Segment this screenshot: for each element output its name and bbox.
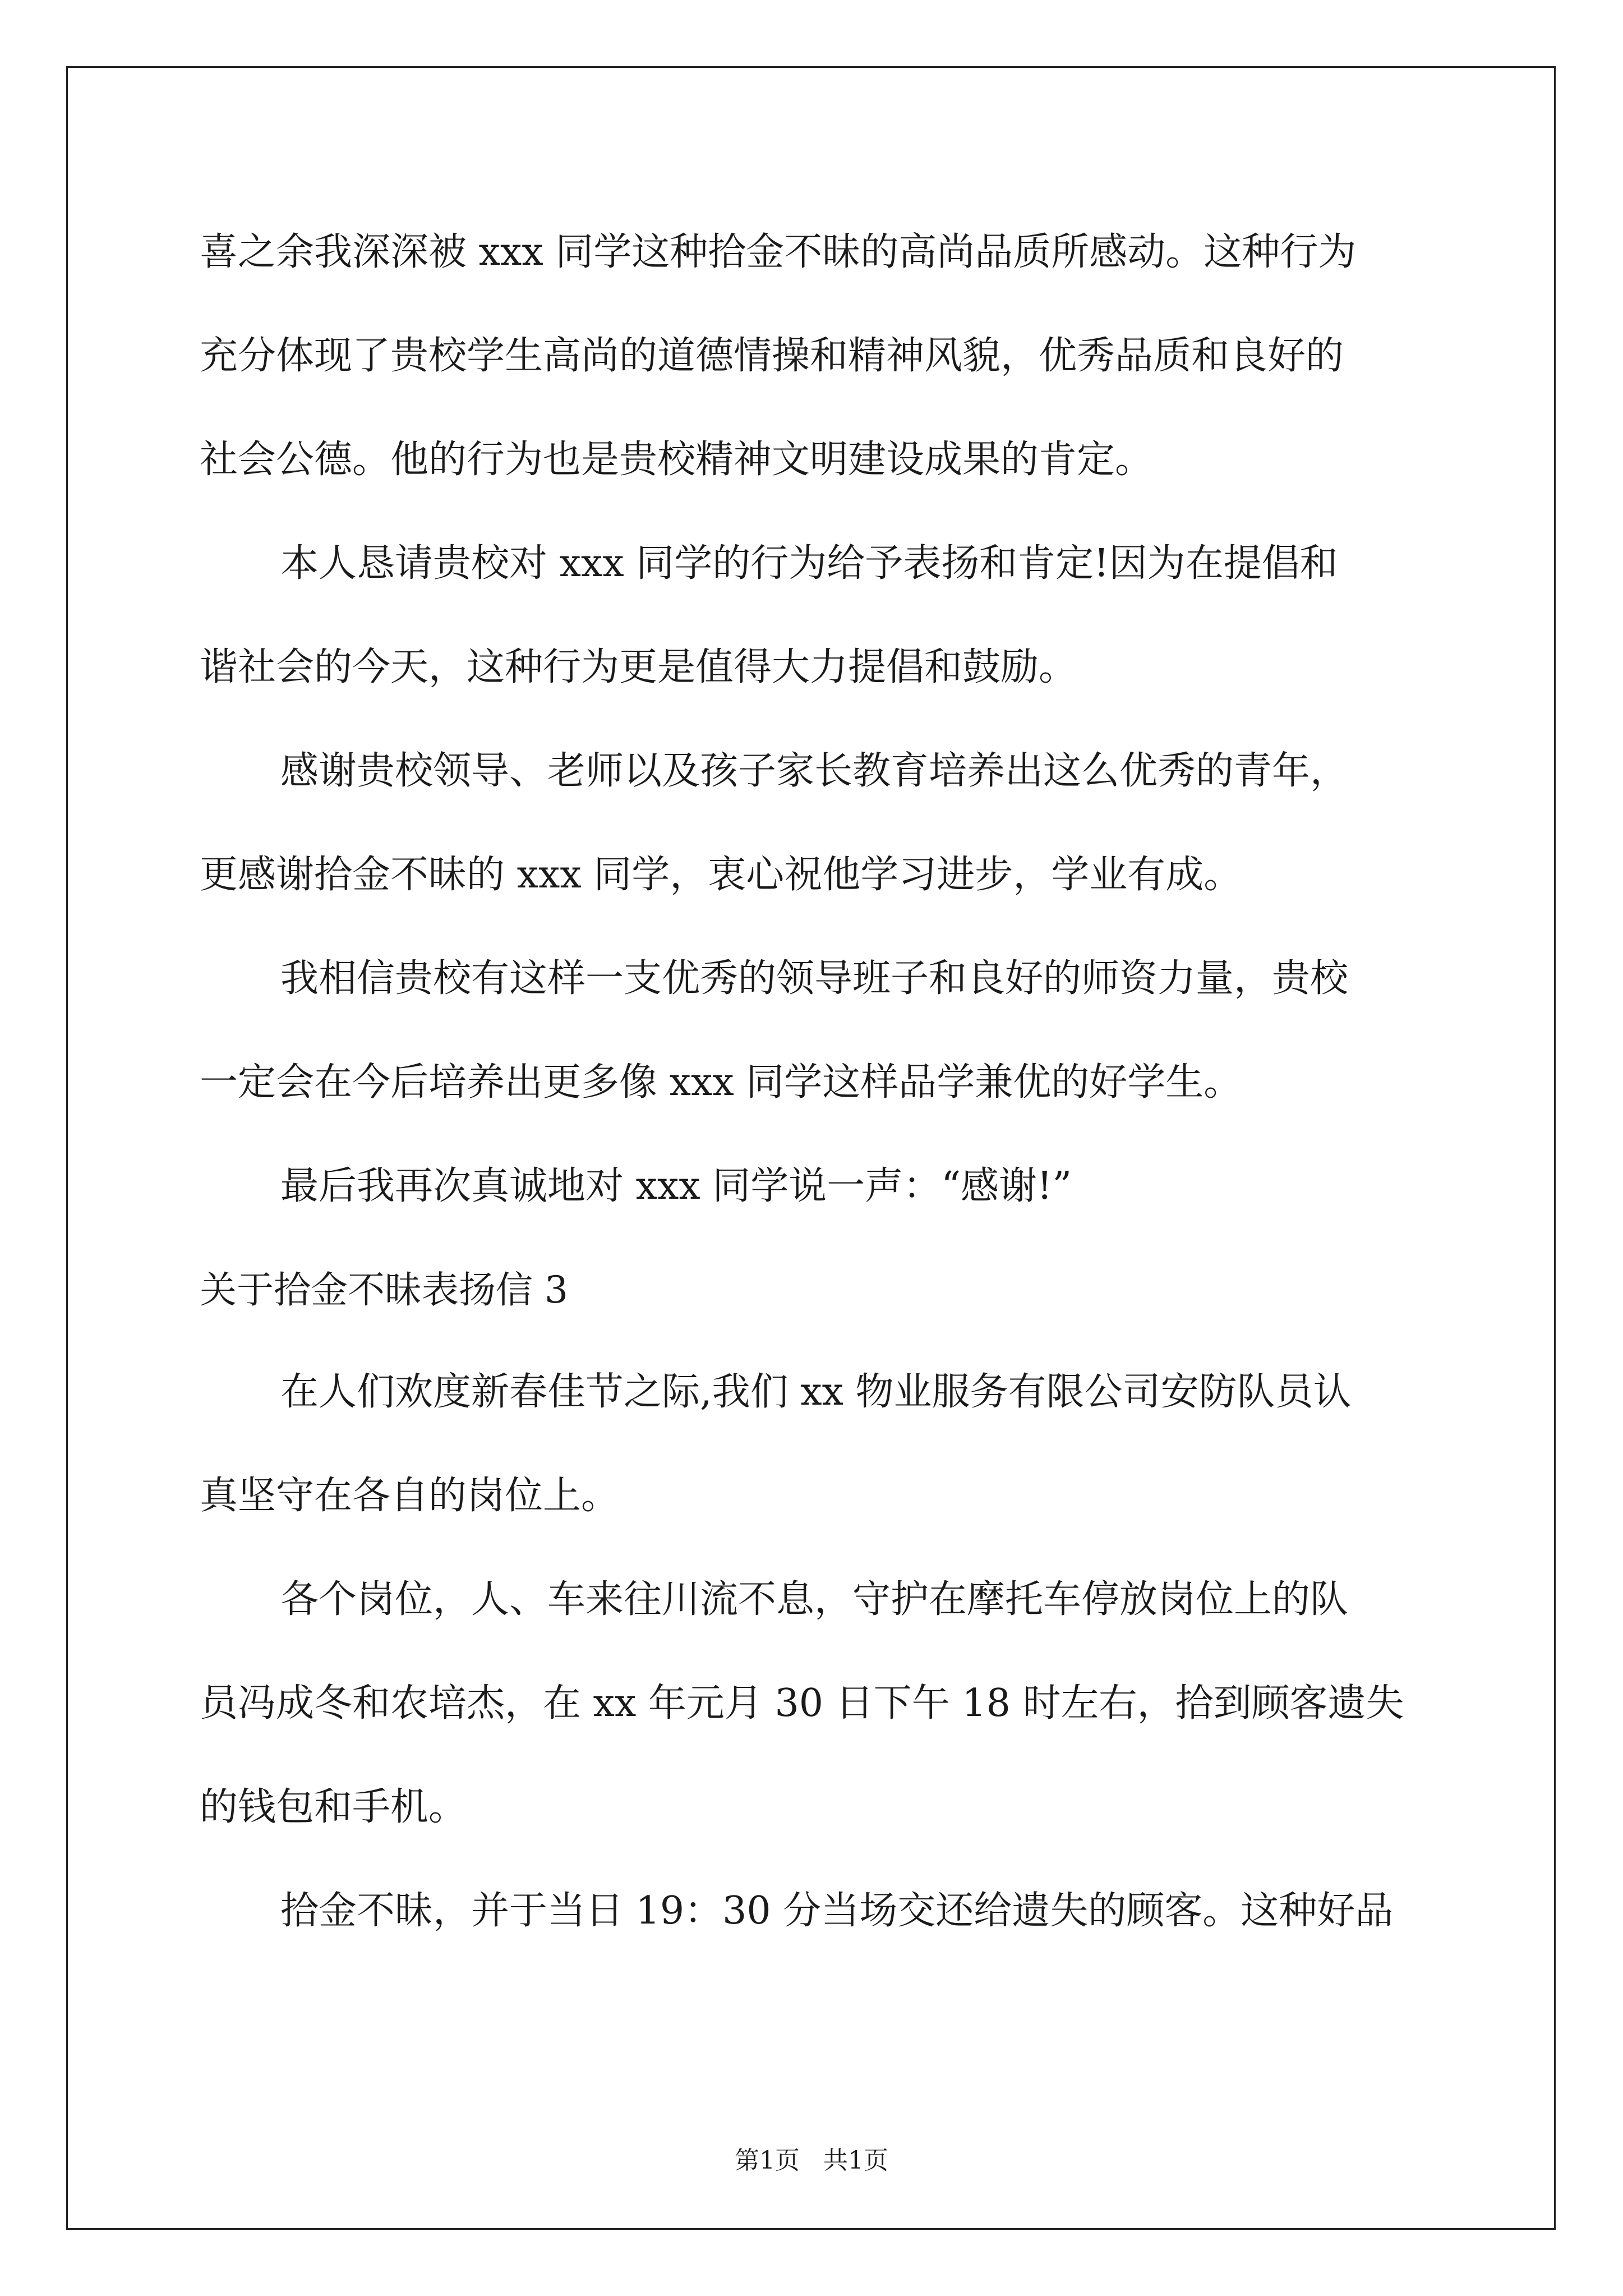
paragraph-start-line: 各个岗位，人、车来往川流不息，守护在摩托车停放岗位上的队 [280, 1577, 1349, 1622]
document-body [200, 219, 1439, 1981]
text-line: 社会公德。他的行为也是贵校精神文明建设成果的肯定。 [200, 438, 1154, 482]
section-heading: 关于拾金不昧表扬信 3 [200, 1268, 568, 1312]
text-line: 的钱包和手机。 [200, 1785, 467, 1829]
text-line: 更感谢拾金不昧的 xxx 同学，衷心祝他学习进步，学业有成。 [200, 853, 1242, 897]
paragraph-start-line: 本人恳请贵校对 xxx 同学的行为给予表扬和肯定!因为在提倡和 [280, 541, 1338, 586]
text-line: 员冯成冬和农培杰，在 xx 年元月 30 日下午 18 时左右，拾到顾客遗失 [200, 1681, 1404, 1726]
text-line: 真坚守在各自的岗位上。 [200, 1474, 620, 1518]
text-line: 充分体现了贵校学生高尚的道德情操和精神风貌，优秀品质和良好的 [200, 334, 1344, 378]
paragraph-start-line: 在人们欢度新春佳节之际,我们 xx 物业服务有限公司安防队员认 [280, 1370, 1352, 1414]
paragraph-start-line: 最后我再次真诚地对 xxx 同学说一声：“感谢!” [280, 1164, 1072, 1208]
paragraph-start-line: 感谢贵校领导、老师以及孩子家长教育培养出这么优秀的青年， [280, 749, 1349, 793]
text-line: 谐社会的今天，这种行为更是值得大力提倡和鼓励。 [200, 645, 1077, 689]
paragraph-start-line: 拾金不昧，并于当日 19：30 分当场交还给遗失的顾客。这种好品 [280, 1889, 1394, 1933]
text-line: 喜之余我深深被 xxx 同学这种拾金不昧的高尚品质所感动。这种行为 [200, 230, 1357, 274]
paragraph-start-line: 我相信贵校有这样一支优秀的领导班子和良好的师资力量，贵校 [280, 956, 1349, 1001]
text-line: 一定会在今后培养出更多像 xxx 同学这样品学兼优的好学生。 [200, 1060, 1242, 1105]
page-footer: 第1页 共1页 [735, 2146, 888, 2175]
